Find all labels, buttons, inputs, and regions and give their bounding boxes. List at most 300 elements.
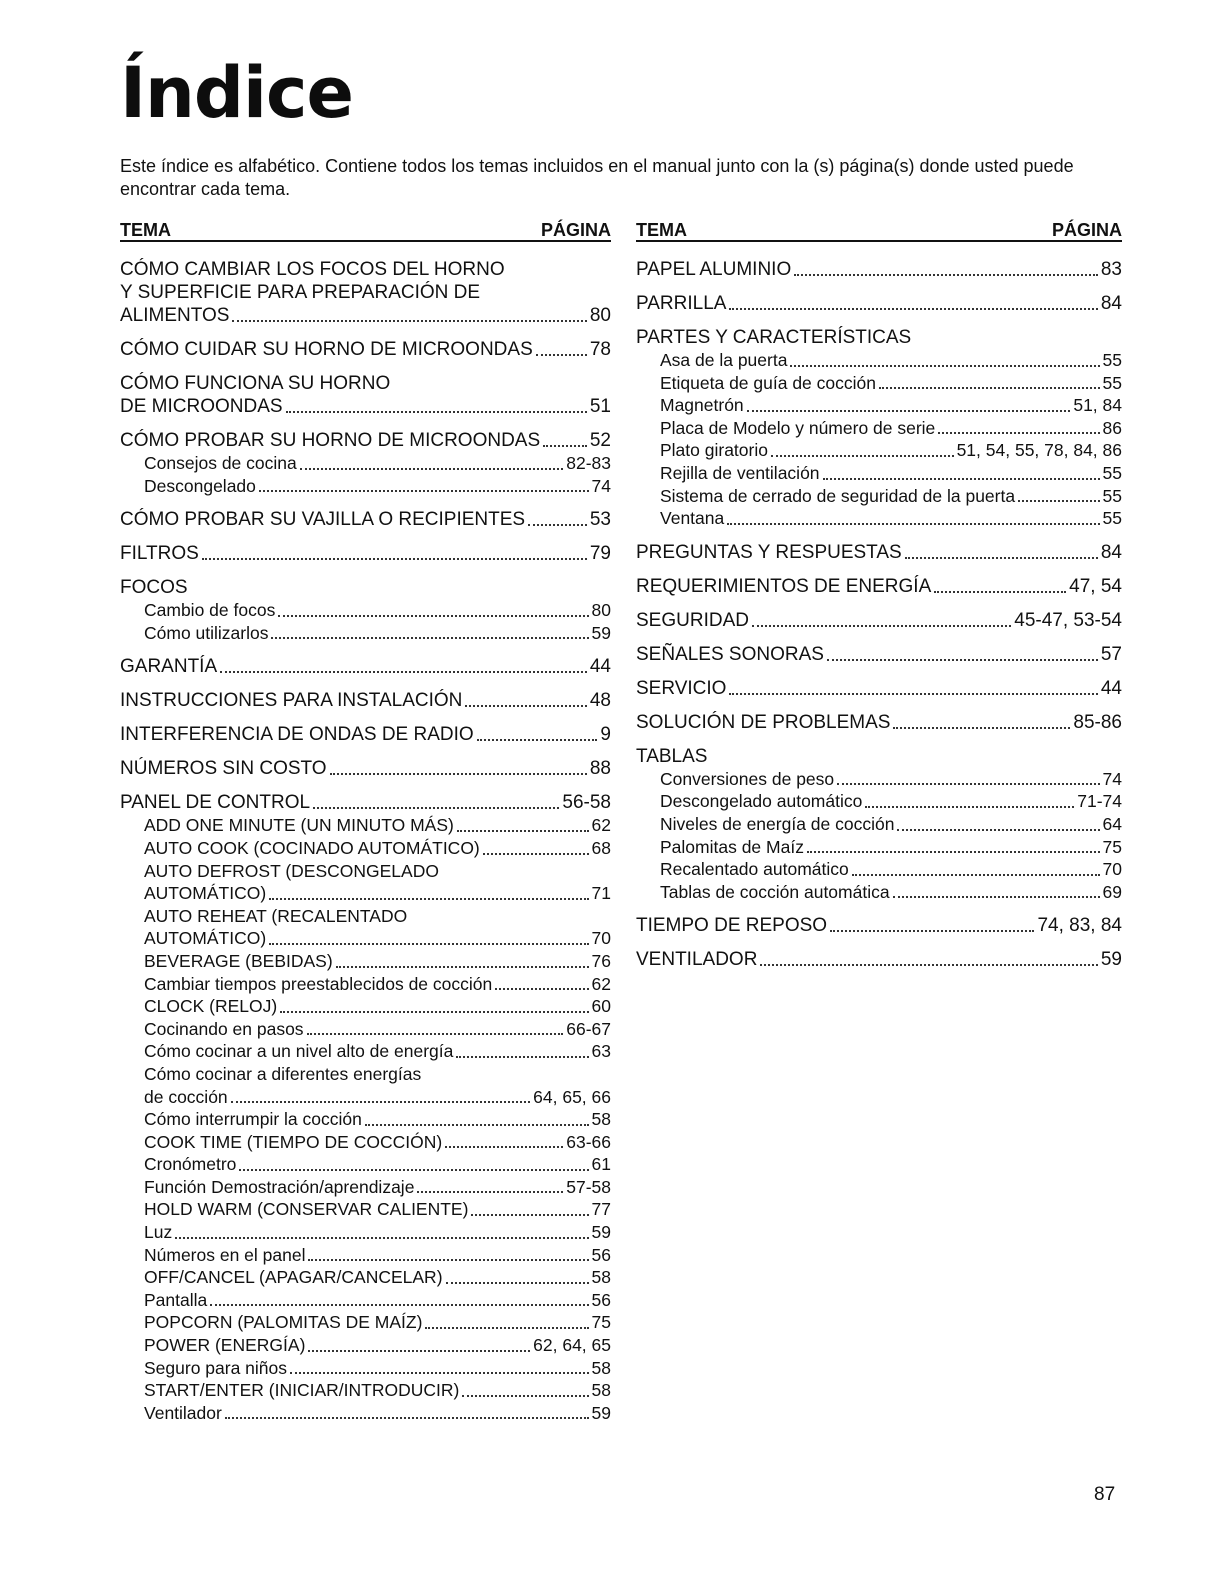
dot-leader <box>823 478 1100 480</box>
index-entry <box>120 723 611 746</box>
dot-leader <box>271 637 588 639</box>
index-entry <box>636 258 1122 281</box>
index-subtopic-line <box>120 950 611 973</box>
index-subtopic-line <box>636 813 1122 836</box>
page-reference: 76 <box>591 950 611 971</box>
index-list-right <box>636 258 1122 971</box>
index-entry <box>120 576 611 644</box>
dot-leader <box>286 411 587 413</box>
index-subtopic-line <box>636 790 1122 813</box>
index-entry <box>636 541 1122 564</box>
topic-label: SEGURIDAD <box>636 609 749 631</box>
index-entry <box>120 757 611 780</box>
topic-label: Función Demostración/aprendizaje <box>144 1176 415 1197</box>
index-entry <box>120 689 611 712</box>
dot-leader <box>307 1033 564 1035</box>
index-subtopic-line <box>636 372 1122 395</box>
index-subtopic-line <box>636 507 1122 530</box>
page-reference: 55 <box>1102 372 1122 393</box>
page-reference: 47, 54 <box>1069 575 1122 597</box>
page-reference: 58 <box>591 1109 611 1130</box>
dot-leader <box>938 432 1099 434</box>
dot-leader <box>905 557 1098 559</box>
topic-label: Rejilla de ventilación <box>660 462 820 483</box>
page-reference: 52 <box>589 430 611 451</box>
page-reference: 62 <box>591 973 611 994</box>
dot-leader <box>771 455 954 457</box>
index-subtopic-line <box>120 1176 611 1199</box>
topic-label: Cocinando en pasos <box>144 1018 304 1039</box>
index-subtopic-line <box>120 973 611 996</box>
page-reference: 9 <box>600 724 611 746</box>
index-subtopic-line <box>120 1289 611 1312</box>
dot-leader <box>807 851 1100 853</box>
index-subtopic-line <box>636 439 1122 462</box>
page-reference: 82-83 <box>566 453 611 473</box>
topic-label: DE MICROONDAS <box>120 396 283 417</box>
index-topic-line <box>120 655 611 678</box>
dot-leader <box>280 1011 588 1013</box>
topic-label: Cambio de focos <box>144 600 276 621</box>
topic-label: Descongelado <box>144 475 256 496</box>
topic-label: TIEMPO DE REPOSO <box>636 915 828 937</box>
dot-leader <box>231 1101 530 1103</box>
index-topic-line <box>636 541 1122 564</box>
dot-leader <box>879 387 1100 389</box>
topic-label: Cómo interrumpir la cocción <box>144 1109 362 1130</box>
topic-label: Asa de la puerta <box>660 350 788 370</box>
topic-label: PAPEL ALUMINIO <box>636 259 792 280</box>
topic-label: COOK TIME (TIEMPO DE COCCIÓN) <box>144 1131 443 1152</box>
index-subtopic-line <box>120 1198 611 1221</box>
index-topic-line <box>636 258 1122 281</box>
index-topic-line <box>120 542 611 565</box>
page-reference: 58 <box>591 1380 611 1401</box>
index-list-left <box>120 258 611 1424</box>
index-entry <box>636 643 1122 666</box>
dot-leader <box>865 806 1074 808</box>
index-subtopic-line <box>120 882 611 905</box>
dot-leader <box>365 1124 589 1126</box>
page-reference: 80 <box>589 305 611 326</box>
index-subtopic-line <box>120 1221 611 1244</box>
index-entry <box>636 948 1122 971</box>
topic-label: Niveles de energía de cocción <box>660 813 895 834</box>
topic-label: ALIMENTOS <box>120 305 230 326</box>
index-subtopic-line <box>636 349 1122 372</box>
dot-leader <box>893 727 1070 729</box>
page-reference: 55 <box>1102 508 1122 529</box>
dot-leader <box>336 966 589 968</box>
index-subtopic-line <box>120 599 611 622</box>
topic-label: PARTES Y CARACTERÍSTICAS <box>636 327 912 348</box>
dot-leader <box>729 308 1097 310</box>
dot-leader <box>465 705 586 707</box>
topic-label: SERVICIO <box>636 677 727 699</box>
index-subtopic-line <box>120 1086 611 1109</box>
dot-leader <box>760 964 1097 966</box>
page-reference: 56-58 <box>562 792 611 814</box>
dot-leader <box>471 1214 588 1216</box>
page-reference: 55 <box>1102 485 1122 506</box>
page-reference: 45-47, 53-54 <box>1014 609 1122 631</box>
dot-leader <box>220 671 587 673</box>
topic-label: REQUERIMIENTOS DE ENERGÍA <box>636 575 932 597</box>
page-reference: 68 <box>591 837 611 858</box>
page-reference: 53 <box>589 509 611 531</box>
topic-label: AUTOMÁTICO) <box>144 883 267 904</box>
dot-leader <box>259 490 589 492</box>
dot-leader <box>269 943 588 945</box>
dot-leader <box>308 1259 588 1261</box>
dot-leader <box>747 410 1071 412</box>
topic-label: INTERFERENCIA DE ONDAS DE RADIO <box>120 724 474 746</box>
index-entry <box>636 914 1122 937</box>
dot-leader <box>456 1056 588 1058</box>
dot-leader <box>852 874 1100 876</box>
page-reference: 57 <box>1100 643 1122 665</box>
topic-label: Ventana <box>660 508 725 529</box>
index-subtopic-line <box>120 1018 611 1041</box>
page-reference: 59 <box>591 1402 611 1423</box>
page-reference: 58 <box>591 1267 611 1288</box>
index-topic-line <box>636 292 1122 315</box>
dot-leader <box>536 354 587 356</box>
index-topic-line <box>120 508 611 531</box>
header-pagina: PÁGINA <box>1051 220 1122 240</box>
page-reference: 56 <box>591 1244 611 1265</box>
index-entry <box>636 609 1122 632</box>
index-topic-line <box>120 338 611 361</box>
index-entry <box>636 292 1122 315</box>
page-reference: 84 <box>1100 293 1122 314</box>
dot-leader <box>1018 500 1099 502</box>
page-number: 87 <box>1094 1484 1116 1505</box>
dot-leader <box>827 659 1098 661</box>
dot-leader <box>528 524 587 526</box>
index-subtopic-line <box>120 1334 611 1357</box>
dot-leader <box>239 1169 588 1171</box>
dot-leader <box>425 1327 588 1329</box>
topic-label: NÚMEROS SIN COSTO <box>120 758 327 780</box>
index-entry <box>120 542 611 565</box>
index-subtopic-line <box>120 1379 611 1402</box>
topic-label: Etiqueta de guía de cocción <box>660 372 876 393</box>
topic-label: CÓMO CUIDAR SU HORNO DE MICROONDAS <box>120 339 533 360</box>
page-reference: 59 <box>591 622 611 643</box>
dot-leader <box>790 365 1099 367</box>
page-reference: 56 <box>591 1289 611 1310</box>
topic-label: CÓMO PROBAR SU VAJILLA O RECIPIENTES <box>120 509 526 531</box>
page-reference: 59 <box>1100 949 1122 971</box>
page-reference: 57-58 <box>566 1176 611 1197</box>
topic-label: BEVERAGE (BEBIDAS) <box>144 950 333 971</box>
page-reference: 48 <box>589 690 611 712</box>
dot-leader <box>278 615 588 617</box>
topic-label: OFF/CANCEL (APAGAR/CANCELAR) <box>144 1267 443 1288</box>
topic-label: Plato giratorio <box>660 440 768 461</box>
dot-leader <box>269 898 588 900</box>
page-reference: 77 <box>591 1199 611 1220</box>
index-subtopic-line <box>120 1108 611 1131</box>
index-entry <box>636 711 1122 734</box>
header-pagina: PÁGINA <box>540 220 611 240</box>
index-topic-line <box>636 643 1122 666</box>
topic-label: SEÑALES SONORAS <box>636 643 824 665</box>
index-subtopic-line <box>120 860 611 883</box>
index-subtopic-line <box>120 814 611 837</box>
dot-leader <box>290 1372 589 1374</box>
dot-leader <box>175 1237 588 1239</box>
topic-label: INSTRUCCIONES PARA INSTALACIÓN <box>120 690 463 712</box>
page-reference: 75 <box>1102 836 1122 857</box>
page-reference: 44 <box>589 656 611 678</box>
page-reference: 62 <box>591 815 611 836</box>
page-reference: 74 <box>591 475 611 496</box>
page-reference: 83 <box>1100 259 1122 280</box>
dot-leader <box>457 830 589 832</box>
dot-leader <box>313 807 559 809</box>
index-topic-line <box>120 689 611 712</box>
page-reference: 60 <box>591 996 611 1017</box>
column-header <box>636 216 1122 242</box>
index-subtopic-line <box>120 1311 611 1334</box>
page-reference: 51 <box>589 396 611 417</box>
index-subtopic-line <box>120 1357 611 1380</box>
topic-label: Ventilador <box>144 1402 222 1423</box>
topic-label: GARANTÍA <box>120 656 218 678</box>
topic-label: FILTROS <box>120 543 199 565</box>
topic-label: PREGUNTAS Y RESPUESTAS <box>636 541 902 563</box>
topic-label: PANEL DE CONTROL <box>120 792 311 814</box>
dot-leader <box>830 930 1034 932</box>
dot-leader <box>308 1350 530 1352</box>
index-topic-line <box>120 429 611 452</box>
topic-label: PARRILLA <box>636 293 727 314</box>
topic-label: AUTO COOK (COCINADO AUTOMÁTICO) <box>144 837 480 858</box>
index-subtopic-line <box>120 837 611 860</box>
page-reference: 80 <box>591 600 611 621</box>
index-topic-line <box>120 372 611 395</box>
page-reference: 55 <box>1102 462 1122 483</box>
index-entry <box>120 338 611 361</box>
index-subtopic-line <box>636 394 1122 417</box>
index-entry <box>120 372 611 418</box>
topic-label: Seguro para niños <box>144 1357 288 1378</box>
dot-leader <box>495 988 588 990</box>
page-title: Índice <box>120 52 353 134</box>
dot-leader <box>300 468 564 470</box>
topic-label: Y SUPERFICIE PARA PREPARACIÓN DE <box>120 282 481 303</box>
topic-label: Descongelado automático <box>660 791 863 812</box>
index-topic-line <box>636 948 1122 971</box>
page-reference: 59 <box>591 1222 611 1243</box>
index-subtopic-line <box>120 1244 611 1267</box>
page-reference: 71-74 <box>1077 791 1122 812</box>
index-subtopic-line <box>636 858 1122 881</box>
index-topic-line <box>120 757 611 780</box>
page-reference: 66-67 <box>566 1018 611 1039</box>
topic-label: Pantalla <box>144 1289 208 1310</box>
topic-label: de cocción <box>144 1086 228 1107</box>
page-reference: 58 <box>591 1357 611 1378</box>
dot-leader <box>210 1304 588 1306</box>
dot-leader <box>225 1417 589 1419</box>
topic-label: Cómo cocinar a diferentes energías <box>144 1063 422 1084</box>
index-subtopic-line <box>120 905 611 928</box>
index-subtopic-line <box>120 1131 611 1154</box>
index-entry <box>120 655 611 678</box>
index-subtopic-line <box>636 768 1122 791</box>
dot-leader <box>417 1191 563 1193</box>
page-reference: 61 <box>591 1154 611 1175</box>
index-entry <box>120 508 611 531</box>
page-reference: 70 <box>1102 859 1122 880</box>
index-subtopic-line <box>636 881 1122 904</box>
topic-label: Consejos de cocina <box>144 453 297 473</box>
topic-label: Recalentado automático <box>660 859 849 880</box>
topic-label: Cómo utilizarlos <box>144 622 269 643</box>
index-topic-line <box>120 723 611 746</box>
topic-label: AUTO REHEAT (RECALENTADO <box>144 905 408 926</box>
index-subtopic-line <box>120 622 611 645</box>
page-reference: 86 <box>1102 417 1122 438</box>
topic-label: Placa de Modelo y número de serie <box>660 417 936 438</box>
intro-paragraph: Este índice es alfabético. Contiene todos los temas incluidos en el manual junto con la (s) página(s) donde usted puede encontrar cada tema. <box>120 156 1074 199</box>
topic-label: AUTO DEFROST (DESCONGELADO <box>144 860 439 881</box>
index-subtopic-line <box>120 995 611 1018</box>
index-entry <box>636 745 1122 904</box>
index-column-left <box>120 216 611 1435</box>
dot-leader <box>330 773 587 775</box>
page-reference: 62, 64, 65 <box>533 1335 611 1356</box>
dot-leader <box>727 523 1099 525</box>
topic-label: Magnetrón <box>660 395 744 416</box>
dot-leader <box>729 693 1097 695</box>
topic-label: Conversiones de peso <box>660 768 835 789</box>
index-topic-line <box>120 258 611 281</box>
dot-leader <box>483 853 589 855</box>
index-subtopic-line <box>120 452 611 475</box>
topic-label: TABLAS <box>636 745 708 767</box>
topic-label: Cambiar tiempos preestablecidos de cocción <box>144 973 493 994</box>
page-reference: 63 <box>591 1041 611 1062</box>
dot-leader <box>477 739 598 741</box>
page-reference: 71 <box>591 883 611 904</box>
topic-label: ADD ONE MINUTE (UN MINUTO MÁS) <box>144 815 454 836</box>
index-topic-line <box>120 304 611 327</box>
dot-leader <box>837 783 1099 785</box>
index-topic-line <box>636 914 1122 937</box>
page-reference: 79 <box>589 543 611 565</box>
topic-label: Tablas de cocción automática <box>660 881 890 902</box>
topic-label: CÓMO FUNCIONA SU HORNO <box>120 373 391 394</box>
index-column-right <box>636 216 1122 982</box>
page-reference: 88 <box>589 758 611 780</box>
dot-leader <box>893 896 1100 898</box>
index-entry <box>636 677 1122 700</box>
dot-leader <box>934 591 1066 593</box>
page-reference: 51, 54, 55, 78, 84, 86 <box>956 440 1122 461</box>
dot-leader <box>752 625 1011 627</box>
index-topic-line <box>636 677 1122 700</box>
topic-label: START/ENTER (INICIAR/INTRODUCIR) <box>144 1380 460 1401</box>
index-subtopic-line <box>636 836 1122 859</box>
topic-label: POPCORN (PALOMITAS DE MAÍZ) <box>144 1312 423 1333</box>
page-reference: 63-66 <box>566 1131 611 1152</box>
topic-label: Luz <box>144 1222 173 1243</box>
header-tema: TEMA <box>120 220 171 240</box>
dot-leader <box>232 320 586 322</box>
index-topic-line <box>120 281 611 304</box>
page-reference: 70 <box>591 928 611 949</box>
topic-label: FOCOS <box>120 577 188 599</box>
page-reference: 84 <box>1100 541 1122 563</box>
page-reference: 78 <box>589 339 611 360</box>
topic-label: VENTILADOR <box>636 949 758 971</box>
dot-leader <box>897 829 1099 831</box>
topic-label: Números en el panel <box>144 1244 306 1265</box>
page-reference: 85-86 <box>1073 711 1122 733</box>
topic-label: HOLD WARM (CONSERVAR CALIENTE) <box>144 1199 469 1220</box>
page-reference: 64 <box>1102 813 1122 834</box>
topic-label: Cronómetro <box>144 1154 237 1175</box>
index-topic-line <box>120 791 611 814</box>
page-reference: 75 <box>591 1312 611 1333</box>
index-topic-line <box>636 575 1122 598</box>
index-entry <box>636 326 1122 530</box>
dot-leader <box>202 558 587 560</box>
header-tema: TEMA <box>636 220 687 240</box>
topic-label: POWER (ENERGÍA) <box>144 1335 306 1356</box>
index-subtopic-line <box>120 475 611 498</box>
index-topic-line <box>636 609 1122 632</box>
page-reference: 44 <box>1100 677 1122 699</box>
index-subtopic-line <box>120 1402 611 1425</box>
dot-leader <box>446 1282 589 1284</box>
index-topic-line <box>636 745 1122 768</box>
topic-label: SOLUCIÓN DE PROBLEMAS <box>636 711 891 733</box>
topic-label: CLOCK (RELOJ) <box>144 996 278 1017</box>
index-entry <box>120 791 611 1424</box>
index-subtopic-line <box>120 1040 611 1063</box>
page-reference: 74, 83, 84 <box>1037 915 1122 937</box>
topic-label: CÓMO CAMBIAR LOS FOCOS DEL HORNO <box>120 259 505 280</box>
page-reference: 51, 84 <box>1073 395 1122 416</box>
index-subtopic-line <box>636 462 1122 485</box>
index-subtopic-line <box>120 927 611 950</box>
index-subtopic-line <box>120 1266 611 1289</box>
index-entry <box>636 575 1122 598</box>
topic-label: Palomitas de Maíz <box>660 836 804 857</box>
index-topic-line <box>636 326 1122 349</box>
index-subtopic-line <box>120 1153 611 1176</box>
topic-label: Cómo cocinar a un nivel alto de energía <box>144 1041 454 1062</box>
index-subtopic-line <box>636 485 1122 508</box>
index-entry <box>120 258 611 327</box>
index-topic-line <box>120 576 611 599</box>
index-topic-line <box>636 711 1122 734</box>
index-subtopic-line <box>120 1063 611 1086</box>
page-reference: 74 <box>1102 768 1122 789</box>
index-entry <box>120 429 611 497</box>
dot-leader <box>794 274 1098 276</box>
page-reference: 55 <box>1102 350 1122 370</box>
index-topic-line <box>120 395 611 418</box>
topic-label: Sistema de cerrado de seguridad de la puerta <box>660 485 1016 506</box>
topic-label: CÓMO PROBAR SU HORNO DE MICROONDAS <box>120 430 541 451</box>
page-reference: 69 <box>1102 881 1122 902</box>
